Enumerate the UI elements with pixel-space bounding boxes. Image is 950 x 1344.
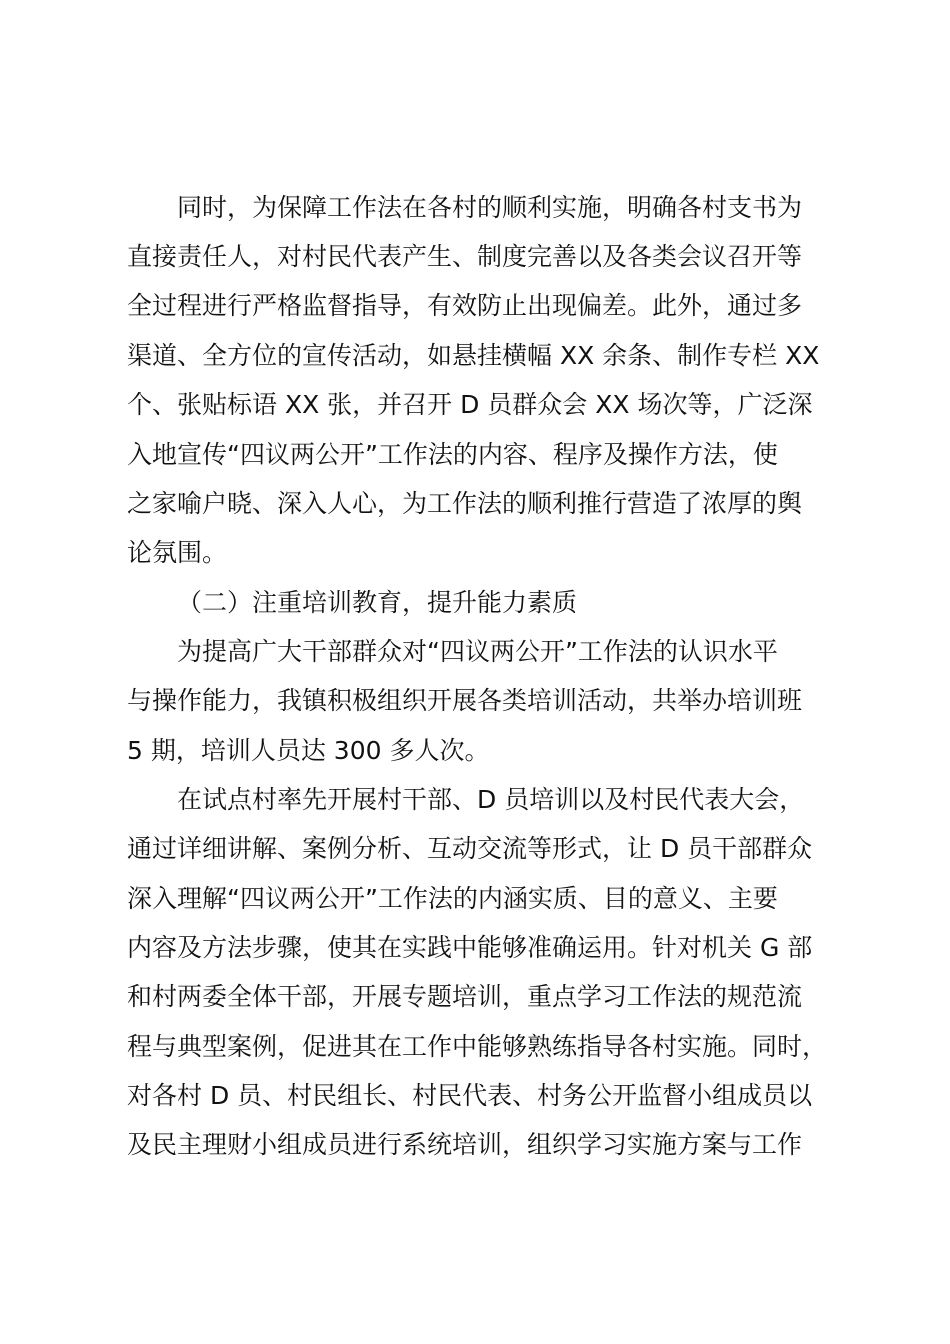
paragraph-1-line-7: 之家喻户晓、深入人心，为工作法的顺利推行营造了浓厚的舆 <box>127 489 803 518</box>
paragraph-2-line-1: 为提高广大干部群众对“四议两公开”工作法的认识水平 <box>177 637 778 666</box>
paragraph-3-line-1: 在试点村率先开展村干部、D 员培训以及村民代表大会， <box>177 785 805 814</box>
paragraph-2-line-2: 与操作能力，我镇积极组织开展各类培训活动，共举办培训班 <box>127 686 803 715</box>
paragraph-3-line-7: 对各村 D 员、村民组长、村民代表、村务公开监督小组成员以 <box>127 1081 813 1110</box>
paragraph-3-line-3: 深入理解“四议两公开”工作法的内涵实质、目的意义、主要 <box>127 884 778 913</box>
paragraph-1-line-1: 同时，为保障工作法在各村的顺利实施，明确各村支书为 <box>177 193 803 222</box>
paragraph-3-line-5: 和村两委全体干部，开展专题培训，重点学习工作法的规范流 <box>127 982 803 1011</box>
paragraph-1-line-8: 论氛围。 <box>127 538 228 567</box>
paragraph-3-line-6: 程与典型案例，促进其在工作中能够熟练指导各村实施。同时， <box>127 1032 828 1061</box>
paragraph-3-line-4: 内容及方法步骤，使其在实践中能够准确运用。针对机关 G 部 <box>127 933 813 962</box>
paragraph-1-line-3: 全过程进行严格监督指导，有效防止出现偏差。此外，通过多 <box>127 291 803 320</box>
section-heading: （二）注重培训教育，提升能力素质 <box>177 588 578 617</box>
paragraph-1-line-5: 个、张贴标语 XX 张，并召开 D 员群众会 XX 场次等，广泛深 <box>127 390 813 419</box>
paragraph-3-line-2: 通过详细讲解、案例分析、互动交流等形式，让 D 员干部群众 <box>127 834 813 863</box>
paragraph-2-line-3: 5 期，培训人员达 300 多人次。 <box>127 736 490 765</box>
paragraph-1-line-4: 渠道、全方位的宣传活动，如悬挂横幅 XX 余条、制作专栏 XX <box>127 341 820 370</box>
paragraph-1-line-6: 入地宣传“四议两公开”工作法的内容、程序及操作方法，使 <box>127 440 778 469</box>
paragraph-1-line-2: 直接责任人，对村民代表产生、制度完善以及各类会议召开等 <box>127 242 803 271</box>
paragraph-3-line-8: 及民主理财小组成员进行系统培训，组织学习实施方案与工作 <box>127 1130 803 1159</box>
